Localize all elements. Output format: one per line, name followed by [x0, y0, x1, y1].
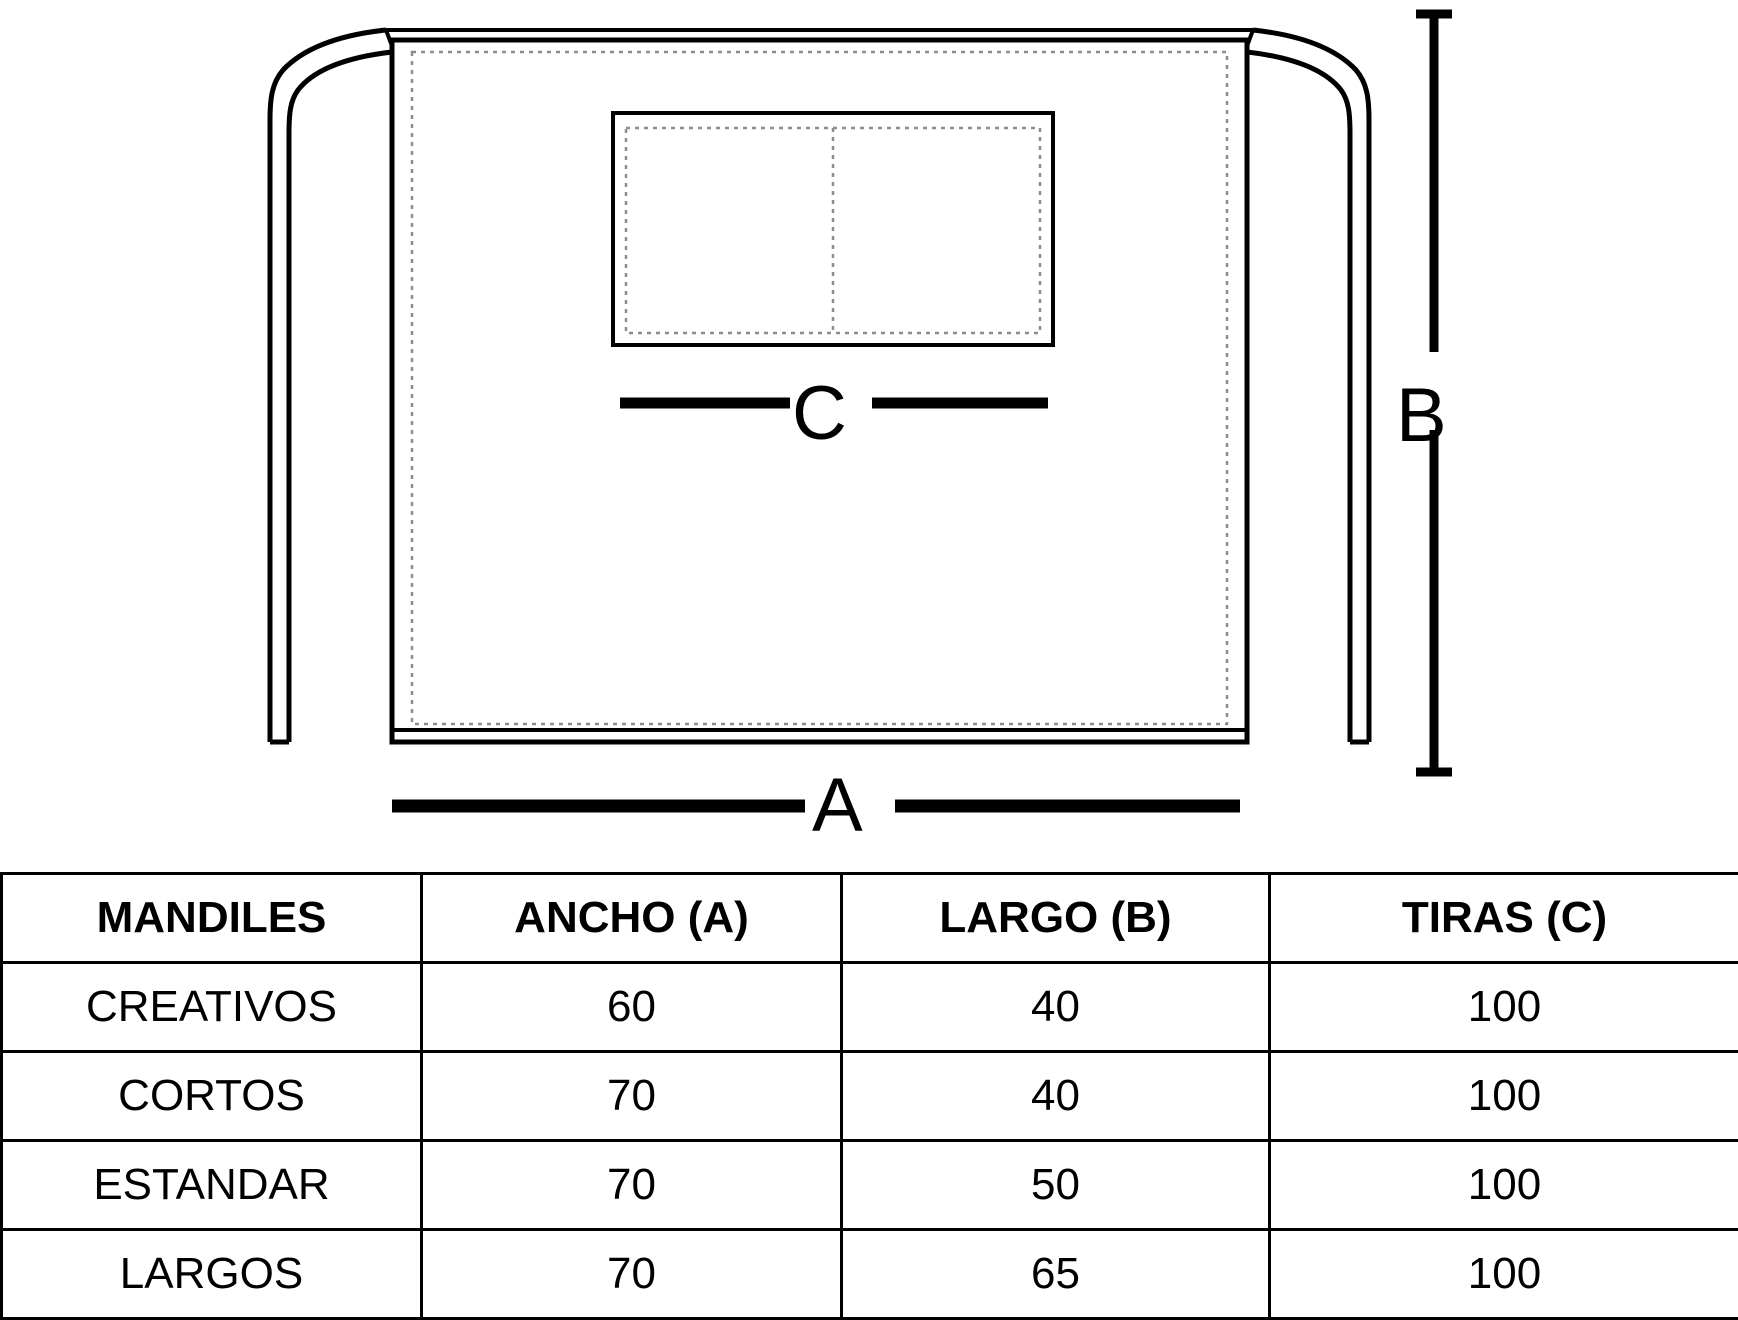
cell-ancho: 60 — [422, 963, 842, 1052]
cell-tiras: 100 — [1270, 1230, 1738, 1319]
cell-largo: 65 — [842, 1230, 1270, 1319]
table-header-row — [2, 874, 1738, 963]
cell-ancho: 70 — [422, 1230, 842, 1319]
cell-largo: 40 — [842, 963, 1270, 1052]
cell-largo: 50 — [842, 1141, 1270, 1230]
dimension-label-a: A — [812, 768, 863, 844]
apron-size-table — [0, 872, 1738, 1320]
cell-type: ESTANDAR — [2, 1141, 422, 1230]
right-strap — [1247, 30, 1369, 742]
cell-largo: 40 — [842, 1052, 1270, 1141]
cell-tiras: 100 — [1270, 1052, 1738, 1141]
left-strap — [270, 30, 392, 742]
table-row — [2, 1141, 1738, 1230]
table-row — [2, 1052, 1738, 1141]
cell-tiras: 100 — [1270, 1141, 1738, 1230]
column-header-ancho: ANCHO (A) — [422, 874, 842, 963]
column-header-tiras: TIRAS (C) — [1270, 874, 1738, 963]
dimension-label-b: B — [1396, 378, 1447, 454]
cell-type: LARGOS — [2, 1230, 422, 1319]
table-row — [2, 963, 1738, 1052]
cell-type: CORTOS — [2, 1052, 422, 1141]
cell-tiras: 100 — [1270, 963, 1738, 1052]
apron-pocket-stitch — [626, 128, 1040, 333]
column-header-mandiles: MANDILES — [2, 874, 422, 963]
cell-ancho: 70 — [422, 1052, 842, 1141]
table-row — [2, 1230, 1738, 1319]
cell-ancho: 70 — [422, 1141, 842, 1230]
dimension-label-c: C — [792, 376, 847, 452]
column-header-largo: LARGO (B) — [842, 874, 1270, 963]
cell-type: CREATIVOS — [2, 963, 422, 1052]
